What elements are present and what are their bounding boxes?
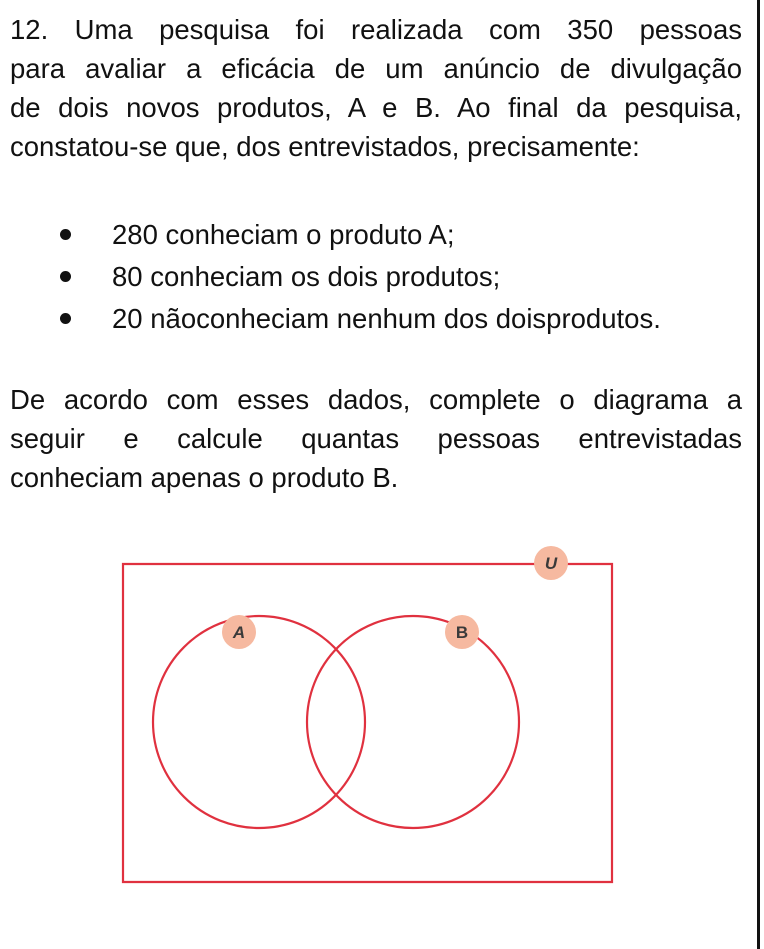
intro-line: para avaliar a eficácia de um anúncio de divulgação [10,53,742,84]
bullet-dot-icon [60,229,71,240]
prompt-line: conheciam apenas o produto B. [10,462,399,493]
universe-badge [534,546,568,580]
list-item [0,256,661,298]
question-prompt [10,380,742,497]
set-b-label: B [455,623,469,642]
set-b-badge [445,615,479,649]
bullet-text: 20 nãoconheciam nenhum dos doisprodutos. [112,303,661,334]
intro-line: constatou-se que, dos entrevistados, precisamente: [10,131,640,162]
set-a-badge [222,615,256,649]
intro-line: de dois novos produtos, A e B. Ao final da pesquisa, [10,92,742,123]
page-right-border [757,0,760,949]
question-intro [10,10,742,166]
universe-label: U [544,554,558,573]
intro-line: 12. Uma pesquisa foi realizada com 350 pessoas [10,14,742,45]
bullet-text: 80 conheciam os dois produtos; [112,261,501,292]
universe-rectangle [123,564,612,882]
set-a-label: A [232,623,246,642]
bullet-text: 280 conheciam o produto A; [112,219,455,250]
prompt-line: seguir e calcule quantas pessoas entrevistadas [10,423,742,454]
list-item [0,214,661,256]
venn-diagram [115,540,625,890]
bullet-dot-icon [60,271,71,282]
list-item [0,298,661,340]
set-a-circle [153,616,365,828]
bullet-dot-icon [60,313,71,324]
survey-facts-list [0,214,661,340]
set-b-circle [307,616,519,828]
prompt-line: De acordo com esses dados, complete o diagrama a [10,384,742,415]
